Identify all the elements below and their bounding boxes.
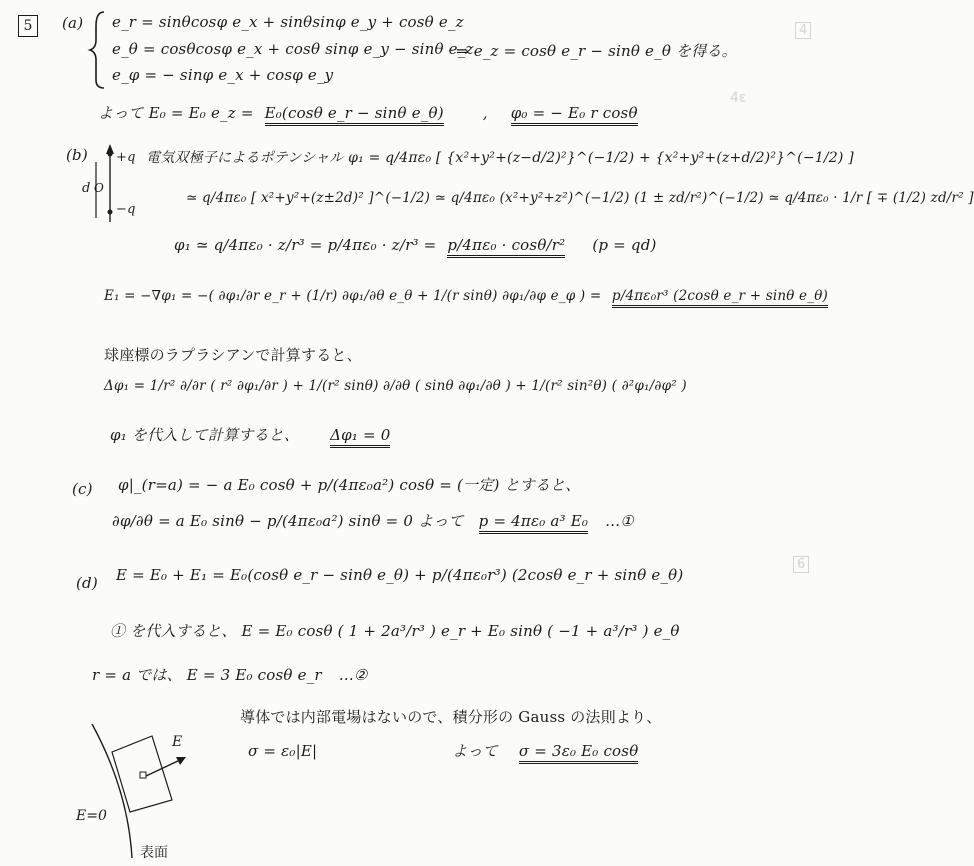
eq-tag-1: …① xyxy=(605,512,634,530)
part-a-etheta: e_θ = cosθcosφ e_x + cosθ sinφ e_y − sinθ e_z xyxy=(112,40,474,58)
part-b-laplace-eq: Δφ₁ = 1/r² ∂/∂r ( r² ∂φ₁/∂r ) + 1/(r² sinθ) ∂/∂θ ( sinθ ∂φ₁/∂θ ) + 1/(r² sin²θ) ( ∂²φ₁/∂φ² ) xyxy=(104,378,687,394)
part-a-comma: , xyxy=(482,104,488,122)
problem-number: 5 xyxy=(18,15,38,37)
part-d-label: (d) xyxy=(76,574,98,592)
part-a-result: ⇒ e_z = cosθ e_r − sinθ e_θ を得る。 xyxy=(456,42,737,60)
part-b-line1: 電気双極子によるポテンシャル φ₁ = q/4πε₀ [ {x²+y²+(z−d/2)²}^(−1/2) + {x²+y²+(z+d/2)²}^(−1/2) ] xyxy=(146,150,854,166)
part-d-sigma-boxed: σ = 3ε₀ E₀ cosθ xyxy=(519,742,639,764)
part-a-phi0: φ₀ = − E₀ r cosθ xyxy=(511,104,638,126)
part-c-line1: φ|_(r=a) = − a E₀ cosθ + p/(4πε₀a²) cosθ = (一定) とすると、 xyxy=(118,476,581,494)
part-a-ephi: e_φ = − sinφ e_x + cosφ e_y xyxy=(112,66,334,84)
part-b-label: (b) xyxy=(66,146,88,164)
part-a-E0-boxed: E₀(cosθ e_r − sinθ e_θ) xyxy=(265,104,444,126)
figure-surface-label: 表面 xyxy=(140,845,168,861)
part-c-line2-text: ∂φ/∂θ = a E₀ sinθ − p/(4πε₀a²) sinθ = 0 よって xyxy=(112,512,464,530)
figure-E0-label: E=0 xyxy=(76,808,107,824)
dipole-plus-label: +q xyxy=(116,150,136,165)
bleed-through-c: 6 xyxy=(793,556,809,573)
part-b-laplace-result-boxed: Δφ₁ = 0 xyxy=(330,426,390,448)
eq-tag-2: …② xyxy=(338,666,368,684)
part-b-line2: ≃ q/4πε₀ [ x²+y²+(z±2d)² ]^(−1/2) ≃ q/4πε₀ (x²+y²+z²)^(−1/2) (1 ± zd/r²)^(−1/2) ≃ q/4πε₀ · 1/r [ ∓ (1/2) zd/r² ] xyxy=(186,190,974,206)
part-b-line3-lhs: φ₁ ≃ q/4πε₀ · z/r³ = p/4πε₀ · z/r³ = xyxy=(174,236,437,254)
part-d-sigma-prefix: よって xyxy=(452,742,498,760)
part-a-label: (a) xyxy=(62,14,84,32)
part-d-line2: ① を代入すると、 E = E₀ cosθ ( 1 + 2a³/r³ ) e_r + E₀ sinθ ( −1 + a³/r³ ) e_θ xyxy=(110,622,680,640)
part-d-sigma-lhs: σ = ε₀|E| xyxy=(248,742,318,760)
dipole-minus-label: −q xyxy=(116,202,136,217)
part-b-E1-boxed: p/4πε₀r³ (2cosθ e_r + sinθ e_θ) xyxy=(612,288,828,308)
part-c-line2-boxed: p = 4πε₀ a³ E₀ xyxy=(479,512,588,534)
dipole-o-label: O xyxy=(94,181,105,195)
part-b-line3-boxed: p/4πε₀ · cosθ/r² xyxy=(447,236,565,258)
bleed-through-b: 4 xyxy=(795,22,811,39)
part-d-line1: E = E₀ + E₁ = E₀(cosθ e_r − sinθ e_θ) + p/(4πε₀r³) (2cosθ e_r + sinθ e_θ) xyxy=(116,566,684,584)
part-c-label: (c) xyxy=(72,480,93,498)
part-b-line3-note: (p = qd) xyxy=(592,236,657,254)
part-d-line3-text: r = a では、 E = 3 E₀ cosθ e_r xyxy=(92,666,322,684)
part-a-er: e_r = sinθcosφ e_x + sinθsinφ e_y + cosθ e_z xyxy=(112,13,464,31)
part-b-laplace-result-prefix: φ₁ を代入して計算すると、 xyxy=(110,426,300,444)
figure-E-label: E xyxy=(172,734,183,750)
bleed-through-a: 4ε xyxy=(730,90,747,106)
dipole-d-label: d xyxy=(82,181,91,196)
part-b-E1-lhs: E₁ = −∇φ₁ = −( ∂φ₁/∂r e_r + (1/r) ∂φ₁/∂θ e_θ + 1/(r sinθ) ∂φ₁/∂φ e_φ ) = xyxy=(104,288,602,304)
part-b-laplace-intro: 球座標のラプラシアンで計算すると、 xyxy=(104,346,362,364)
part-d-gauss: 導体では内部電場はないので、積分形の Gauss の法則より、 xyxy=(240,708,662,726)
part-a-line-prefix: よって E₀ = E₀ e_z = xyxy=(98,104,254,122)
